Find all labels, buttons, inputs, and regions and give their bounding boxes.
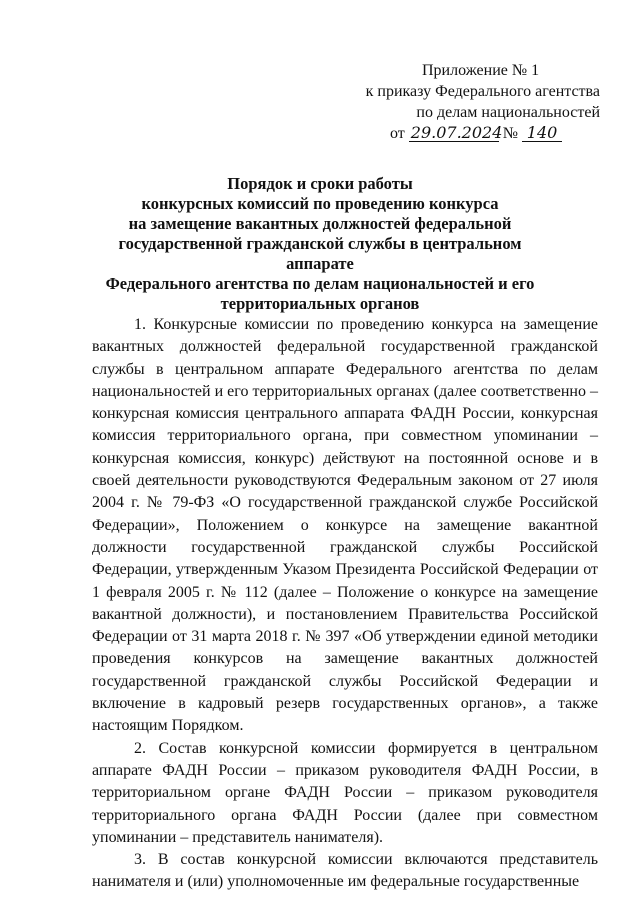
handwritten-number: 140: [522, 124, 562, 142]
document-title: [88, 174, 552, 314]
appendix-date-number: [340, 123, 600, 144]
title-line: государственной гражданской службы в центральном аппарате: [118, 234, 522, 273]
appendix-agency: по делам национальностей: [416, 104, 600, 121]
title-line: на замещение вакантных должностей федеральной: [128, 214, 512, 233]
handwritten-date: 29.07.2024: [410, 123, 503, 142]
appendix-header: [340, 60, 600, 144]
title-line: конкурсных комиссий по проведению конкурса: [141, 194, 499, 213]
appendix-order-ref: к приказу Федерального агентства: [365, 83, 600, 100]
title-line: Федерального агентства по делам национальностей и его: [105, 274, 535, 293]
title-line: Порядок и сроки работы: [227, 174, 413, 193]
paragraph-1: 1. Конкурсные комиссии по проведению конкурса на замещение вакантных должностей федеральной государственной гражданской службы в центральном аппарате Федерального агентства по делам национальностей и его территориальных органах (далее соответственно – конкурсная комиссия центрального аппарата ФАДН России, конкурсная комиссия территориального органа, при совместном упоминании – конкурсная комиссия, конкурс) действуют на постоянной основе и в своей деятельности руководствуются Федеральным законом от 27 июля 2004 г. № 79-ФЗ «О государственной гражданской службе Российской Федерации», Положением о конкурсе на замещение вакантной должности государственной гражданской службы Российской Федерации, утвержденным Указом Президента Российской Федерации от 1 февраля 2005 г. № 112 (далее – Положение о конкурсе на замещение вакантной должности), и постановлением Правительства Российской Федерации от 31 марта 2018 г. № 397 «Об утверждении единой методики проведения конкурсов на замещение вакантных должностей государственной гражданской службы Российской Федерации и включение в кадровый резерв государственных органов», а также настоящим Порядком.: [92, 316, 598, 735]
paragraph-2: 2. Состав конкурсной комиссии формируется в центральном аппарате ФАДН России – приказом руководителя ФАДН России, в территориальном органе ФАДН России – приказом руководителя территориального органа ФАДН России (далее при совместном упоминании – представитель нанимателя).: [92, 739, 598, 846]
number-prefix: №: [502, 125, 519, 142]
appendix-title: Приложение № 1: [422, 62, 540, 79]
date-prefix: от: [390, 125, 405, 142]
title-line: территориальных органов: [220, 294, 420, 313]
paragraph-3: 3. В состав конкурсной комиссии включаются представитель нанимателя и (или) уполномоченные им федеральные государственные: [92, 851, 598, 891]
document-body: [92, 314, 598, 894]
